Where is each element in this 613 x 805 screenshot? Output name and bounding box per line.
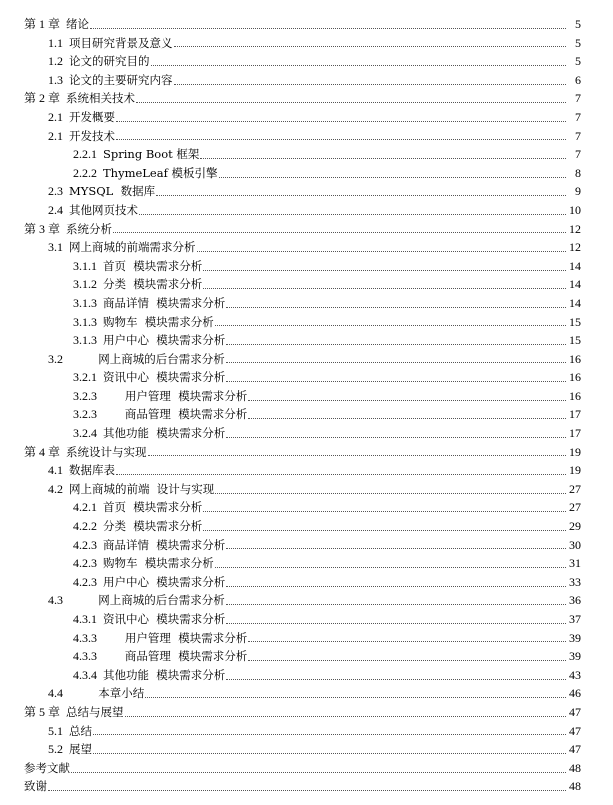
- toc-entry-page: 43: [569, 667, 581, 682]
- toc-entry-page: 33: [569, 574, 581, 589]
- toc-entry-page: 46: [569, 686, 581, 701]
- toc-entry-title: 论文的主要研究内容: [69, 72, 173, 87]
- toc-entry-title: 系统分析: [66, 221, 113, 236]
- dot-leader: [139, 214, 566, 215]
- dot-leader: [203, 288, 566, 289]
- toc-entry-number: 4.3.3: [73, 649, 97, 664]
- toc-entry-number: 2.3: [48, 184, 63, 199]
- toc-entry-title: 开发技术: [69, 128, 115, 143]
- dot-leader: [113, 232, 566, 233]
- toc-entry-page: 39: [569, 649, 581, 664]
- toc-entry-page: 31: [569, 556, 581, 571]
- toc-entry-page: 27: [569, 500, 581, 515]
- toc-entry-number: 第 1 章: [24, 17, 61, 31]
- toc-entry[interactable]: [0, 610, 613, 629]
- dot-leader: [200, 158, 566, 159]
- toc-entry[interactable]: [0, 34, 613, 53]
- dot-leader: [148, 455, 566, 456]
- toc-entry-number: 3.2: [48, 351, 63, 366]
- dot-leader: [219, 177, 567, 178]
- toc-entry-number: 4.2.3: [73, 574, 97, 589]
- toc-entry[interactable]: [0, 220, 613, 239]
- toc-entry-number: 第 4 章: [24, 444, 61, 459]
- toc-entry-page: 36: [569, 593, 581, 608]
- toc-entry-number: 1.2: [48, 54, 63, 69]
- dot-leader: [93, 734, 566, 735]
- toc-entry-page: 15: [569, 333, 581, 348]
- toc-entry[interactable]: [0, 777, 613, 796]
- dot-leader: [226, 623, 566, 624]
- toc-entry[interactable]: [0, 257, 613, 276]
- toc-entry-title: 商品管理 模块需求分析: [103, 649, 248, 664]
- toc-entry[interactable]: [0, 89, 613, 108]
- toc-entry-number: 第 3 章: [24, 221, 61, 236]
- toc-entry-number: 3.1.1: [73, 258, 97, 273]
- toc-entry-number: 4.2.3: [73, 537, 97, 552]
- toc-entry-page: 47: [569, 723, 581, 738]
- dot-leader: [174, 46, 567, 47]
- toc-entry[interactable]: [0, 182, 613, 201]
- toc-entry-page: 14: [569, 258, 581, 273]
- toc-entry-number: 2.1: [48, 109, 63, 124]
- toc-entry-title: 绪论: [66, 17, 90, 31]
- dot-leader: [248, 660, 566, 661]
- toc-entry-page: 7: [575, 128, 581, 143]
- toc-entry[interactable]: [0, 164, 613, 183]
- toc-entry-title: 网上商城的前端 设计与实现: [69, 481, 215, 496]
- toc-entry-title: 参考文献: [24, 760, 70, 775]
- toc-entry[interactable]: [0, 108, 613, 127]
- toc-entry[interactable]: [0, 498, 613, 517]
- dot-leader: [136, 102, 566, 103]
- toc-entry-title: 首页 模块需求分析: [103, 258, 203, 273]
- toc-entry-title: 商品详情 模块需求分析: [103, 295, 226, 310]
- dot-leader: [226, 362, 566, 363]
- toc-entry[interactable]: [0, 15, 613, 34]
- dot-leader: [203, 270, 566, 271]
- toc-entry-number: 4.2: [48, 481, 63, 496]
- toc-entry[interactable]: [0, 759, 613, 778]
- toc-entry-title: 其他功能 模块需求分析: [103, 426, 226, 441]
- dot-leader: [248, 641, 566, 642]
- toc-entry[interactable]: [0, 201, 613, 220]
- toc-entry-title: 展望: [69, 742, 92, 757]
- toc-entry-title: 用户中心 模块需求分析: [103, 333, 226, 348]
- toc-entry-number: 4.3: [48, 593, 63, 608]
- dot-leader: [71, 772, 566, 773]
- toc-entry[interactable]: [0, 629, 613, 648]
- toc-entry-number: 2.4: [48, 202, 63, 217]
- toc-entry-number: 4.4: [48, 686, 63, 701]
- toc-entry-title: 论文的研究目的: [69, 54, 150, 69]
- toc-entry[interactable]: [0, 350, 613, 369]
- toc-entry-page: 19: [569, 463, 581, 478]
- toc-entry-page: 12: [569, 221, 581, 236]
- toc-entry-title: 系统设计与实现: [66, 444, 147, 459]
- dot-leader: [203, 511, 566, 512]
- dot-leader: [116, 121, 566, 122]
- toc-entry-title: 项目研究背景及意义: [69, 35, 173, 50]
- toc-entry-number: 3.1.3: [73, 314, 97, 329]
- toc-entry-number: 3.2.3: [73, 407, 97, 422]
- toc-entry-page: 19: [569, 444, 581, 459]
- toc-entry-title: 本章小结: [69, 686, 145, 701]
- toc-entry-title: Spring Boot 框架: [103, 147, 200, 162]
- toc-entry-title: 开发概要: [69, 109, 115, 124]
- dot-leader: [116, 474, 566, 475]
- toc-entry-title: 购物车 模块需求分析: [103, 556, 214, 571]
- toc-entry-number: 3.2.1: [73, 370, 97, 385]
- toc-entry[interactable]: [0, 443, 613, 462]
- toc-entry-page: 5: [575, 17, 581, 31]
- toc-entry-page: 5: [575, 54, 581, 69]
- toc-entry-title: 分类 模块需求分析: [103, 277, 203, 292]
- toc-entry-number: 4.3.4: [73, 667, 97, 682]
- toc-entry-number: 1.3: [48, 72, 63, 87]
- toc-entry[interactable]: [0, 461, 613, 480]
- toc-entry-page: 8: [575, 165, 581, 180]
- toc-entry[interactable]: [0, 536, 613, 555]
- toc-entry-title: 网上商城的后台需求分析: [69, 593, 225, 608]
- toc-entry[interactable]: [0, 52, 613, 71]
- toc-entry-number: 4.2.2: [73, 519, 97, 534]
- toc-entry-page: 16: [569, 351, 581, 366]
- dot-leader: [226, 344, 566, 345]
- toc-entry-page: 37: [569, 612, 581, 626]
- toc-entry-number: 1.1: [48, 35, 63, 50]
- toc-entry[interactable]: [0, 480, 613, 499]
- toc-entry[interactable]: [0, 368, 613, 387]
- toc-entry-page: 14: [569, 277, 581, 292]
- dot-leader: [226, 586, 566, 587]
- toc-entry[interactable]: [0, 424, 613, 443]
- dot-leader: [226, 381, 566, 382]
- toc-entry-number: 4.1: [48, 463, 63, 478]
- toc-entry-title: 其他网页技术: [69, 202, 138, 217]
- dot-leader: [226, 307, 566, 308]
- toc-entry-title: 购物车 模块需求分析: [103, 314, 214, 329]
- toc-entry-title: 用户管理 模块需求分析: [103, 630, 248, 645]
- toc-entry-title: 总结与展望: [66, 704, 124, 719]
- toc-entry-title: 系统相关技术: [66, 91, 136, 106]
- toc-entry[interactable]: [0, 405, 613, 424]
- toc-entry-page: 5: [575, 35, 581, 50]
- toc-entry[interactable]: [0, 331, 613, 350]
- toc-entry-number: 2.2.1: [73, 147, 97, 162]
- toc-entry-title: ThymeLeaf 模板引擎: [103, 165, 218, 180]
- toc-entry[interactable]: [0, 127, 613, 146]
- toc-entry-title: 分类 模块需求分析: [103, 519, 203, 534]
- dot-leader: [151, 65, 567, 66]
- toc-entry-number: 5.2: [48, 742, 63, 757]
- toc-entry-number: 3.1.3: [73, 333, 97, 348]
- toc-entry-number: 第 2 章: [24, 91, 61, 106]
- toc-entry-page: 48: [569, 779, 581, 794]
- toc-entry-page: 27: [569, 481, 581, 496]
- toc-entry[interactable]: [0, 387, 613, 406]
- toc-entry-page: 14: [569, 295, 581, 310]
- dot-leader: [215, 493, 566, 494]
- toc-entry-title: 商品详情 模块需求分析: [103, 537, 226, 552]
- dot-leader: [215, 567, 566, 568]
- dot-leader: [248, 418, 566, 419]
- dot-leader: [145, 697, 566, 698]
- toc-entry-title: 网上商城的前端需求分析: [69, 240, 196, 255]
- toc-entry[interactable]: [0, 666, 613, 685]
- dot-leader: [226, 548, 566, 549]
- toc-entry[interactable]: [0, 294, 613, 313]
- toc-entry-page: 12: [569, 240, 581, 255]
- dot-leader: [226, 604, 566, 605]
- toc-entry[interactable]: [0, 740, 613, 759]
- toc-entry-page: 30: [569, 537, 581, 552]
- toc-entry-title: 总结: [69, 723, 92, 738]
- dot-leader: [93, 753, 566, 754]
- dot-leader: [203, 530, 566, 531]
- toc-entry-title: 数据库表: [69, 463, 115, 478]
- toc-entry-number: 2.1: [48, 128, 63, 143]
- dot-leader: [248, 400, 566, 401]
- toc-entry[interactable]: [0, 573, 613, 592]
- toc-entry-page: 47: [569, 742, 581, 757]
- toc-entry-number: 4.2.3: [73, 556, 97, 571]
- dot-leader: [48, 790, 566, 791]
- toc-entry-page: 9: [575, 184, 581, 199]
- dot-leader: [156, 195, 566, 196]
- dot-leader: [174, 84, 567, 85]
- toc-entry-number: 第 5 章: [24, 704, 61, 719]
- toc-entry-page: 17: [569, 426, 581, 441]
- toc-entry[interactable]: [0, 591, 613, 610]
- toc-entry[interactable]: [0, 517, 613, 536]
- toc-entry-page: 7: [575, 147, 581, 162]
- toc-entry-number: 3.2.3: [73, 388, 97, 403]
- toc-entry-number: 3.1.3: [73, 295, 97, 310]
- toc-entry-title: 资讯中心 模块需求分析: [103, 612, 226, 626]
- dot-leader: [197, 251, 567, 252]
- table-of-contents: [0, 15, 613, 796]
- toc-entry-title: 用户中心 模块需求分析: [103, 574, 226, 589]
- toc-entry-page: 15: [569, 314, 581, 329]
- toc-entry-title: MYSQL 数据库: [69, 184, 156, 199]
- toc-entry-page: 7: [575, 109, 581, 124]
- toc-entry[interactable]: [0, 684, 613, 703]
- toc-entry-title: 资讯中心 模块需求分析: [103, 370, 226, 385]
- toc-entry-page: 16: [569, 388, 581, 403]
- toc-entry-title: 致谢: [24, 779, 47, 794]
- toc-entry-page: 39: [569, 630, 581, 645]
- toc-entry-title: 用户管理 模块需求分析: [103, 388, 248, 403]
- toc-entry-number: 2.2.2: [73, 165, 97, 180]
- toc-entry-page: 17: [569, 407, 581, 422]
- toc-entry[interactable]: [0, 71, 613, 90]
- toc-entry-number: 3.2.4: [73, 426, 97, 441]
- toc-entry[interactable]: [0, 238, 613, 257]
- dot-leader: [116, 139, 566, 140]
- toc-entry-page: 29: [569, 519, 581, 534]
- toc-entry-page: 6: [575, 72, 581, 87]
- toc-entry[interactable]: [0, 703, 613, 722]
- toc-entry-title: 网上商城的后台需求分析: [69, 351, 225, 366]
- toc-entry-page: 48: [569, 760, 581, 775]
- dot-leader: [90, 28, 566, 29]
- toc-entry[interactable]: [0, 313, 613, 332]
- toc-entry[interactable]: [0, 554, 613, 573]
- toc-entry[interactable]: [0, 722, 613, 741]
- dot-leader: [226, 437, 566, 438]
- toc-entry-number: 5.1: [48, 723, 63, 738]
- toc-entry-number: 4.2.1: [73, 500, 97, 515]
- toc-entry-title: 商品管理 模块需求分析: [103, 407, 248, 422]
- toc-entry[interactable]: [0, 145, 613, 164]
- toc-entry-page: 10: [569, 202, 581, 217]
- dot-leader: [215, 325, 566, 326]
- dot-leader: [125, 716, 566, 717]
- toc-entry-page: 7: [575, 91, 581, 106]
- toc-entry-number: 4.3.1: [73, 612, 97, 626]
- toc-entry-page: 47: [569, 704, 581, 719]
- toc-entry[interactable]: [0, 275, 613, 294]
- toc-entry-number: 4.3.3: [73, 630, 97, 645]
- toc-entry-title: 首页 模块需求分析: [103, 500, 203, 515]
- dot-leader: [226, 679, 566, 680]
- toc-entry-number: 3.1: [48, 240, 63, 255]
- toc-entry-number: 3.1.2: [73, 277, 97, 292]
- toc-entry-page: 16: [569, 370, 581, 385]
- toc-entry-title: 其他功能 模块需求分析: [103, 667, 226, 682]
- toc-entry[interactable]: [0, 647, 613, 666]
